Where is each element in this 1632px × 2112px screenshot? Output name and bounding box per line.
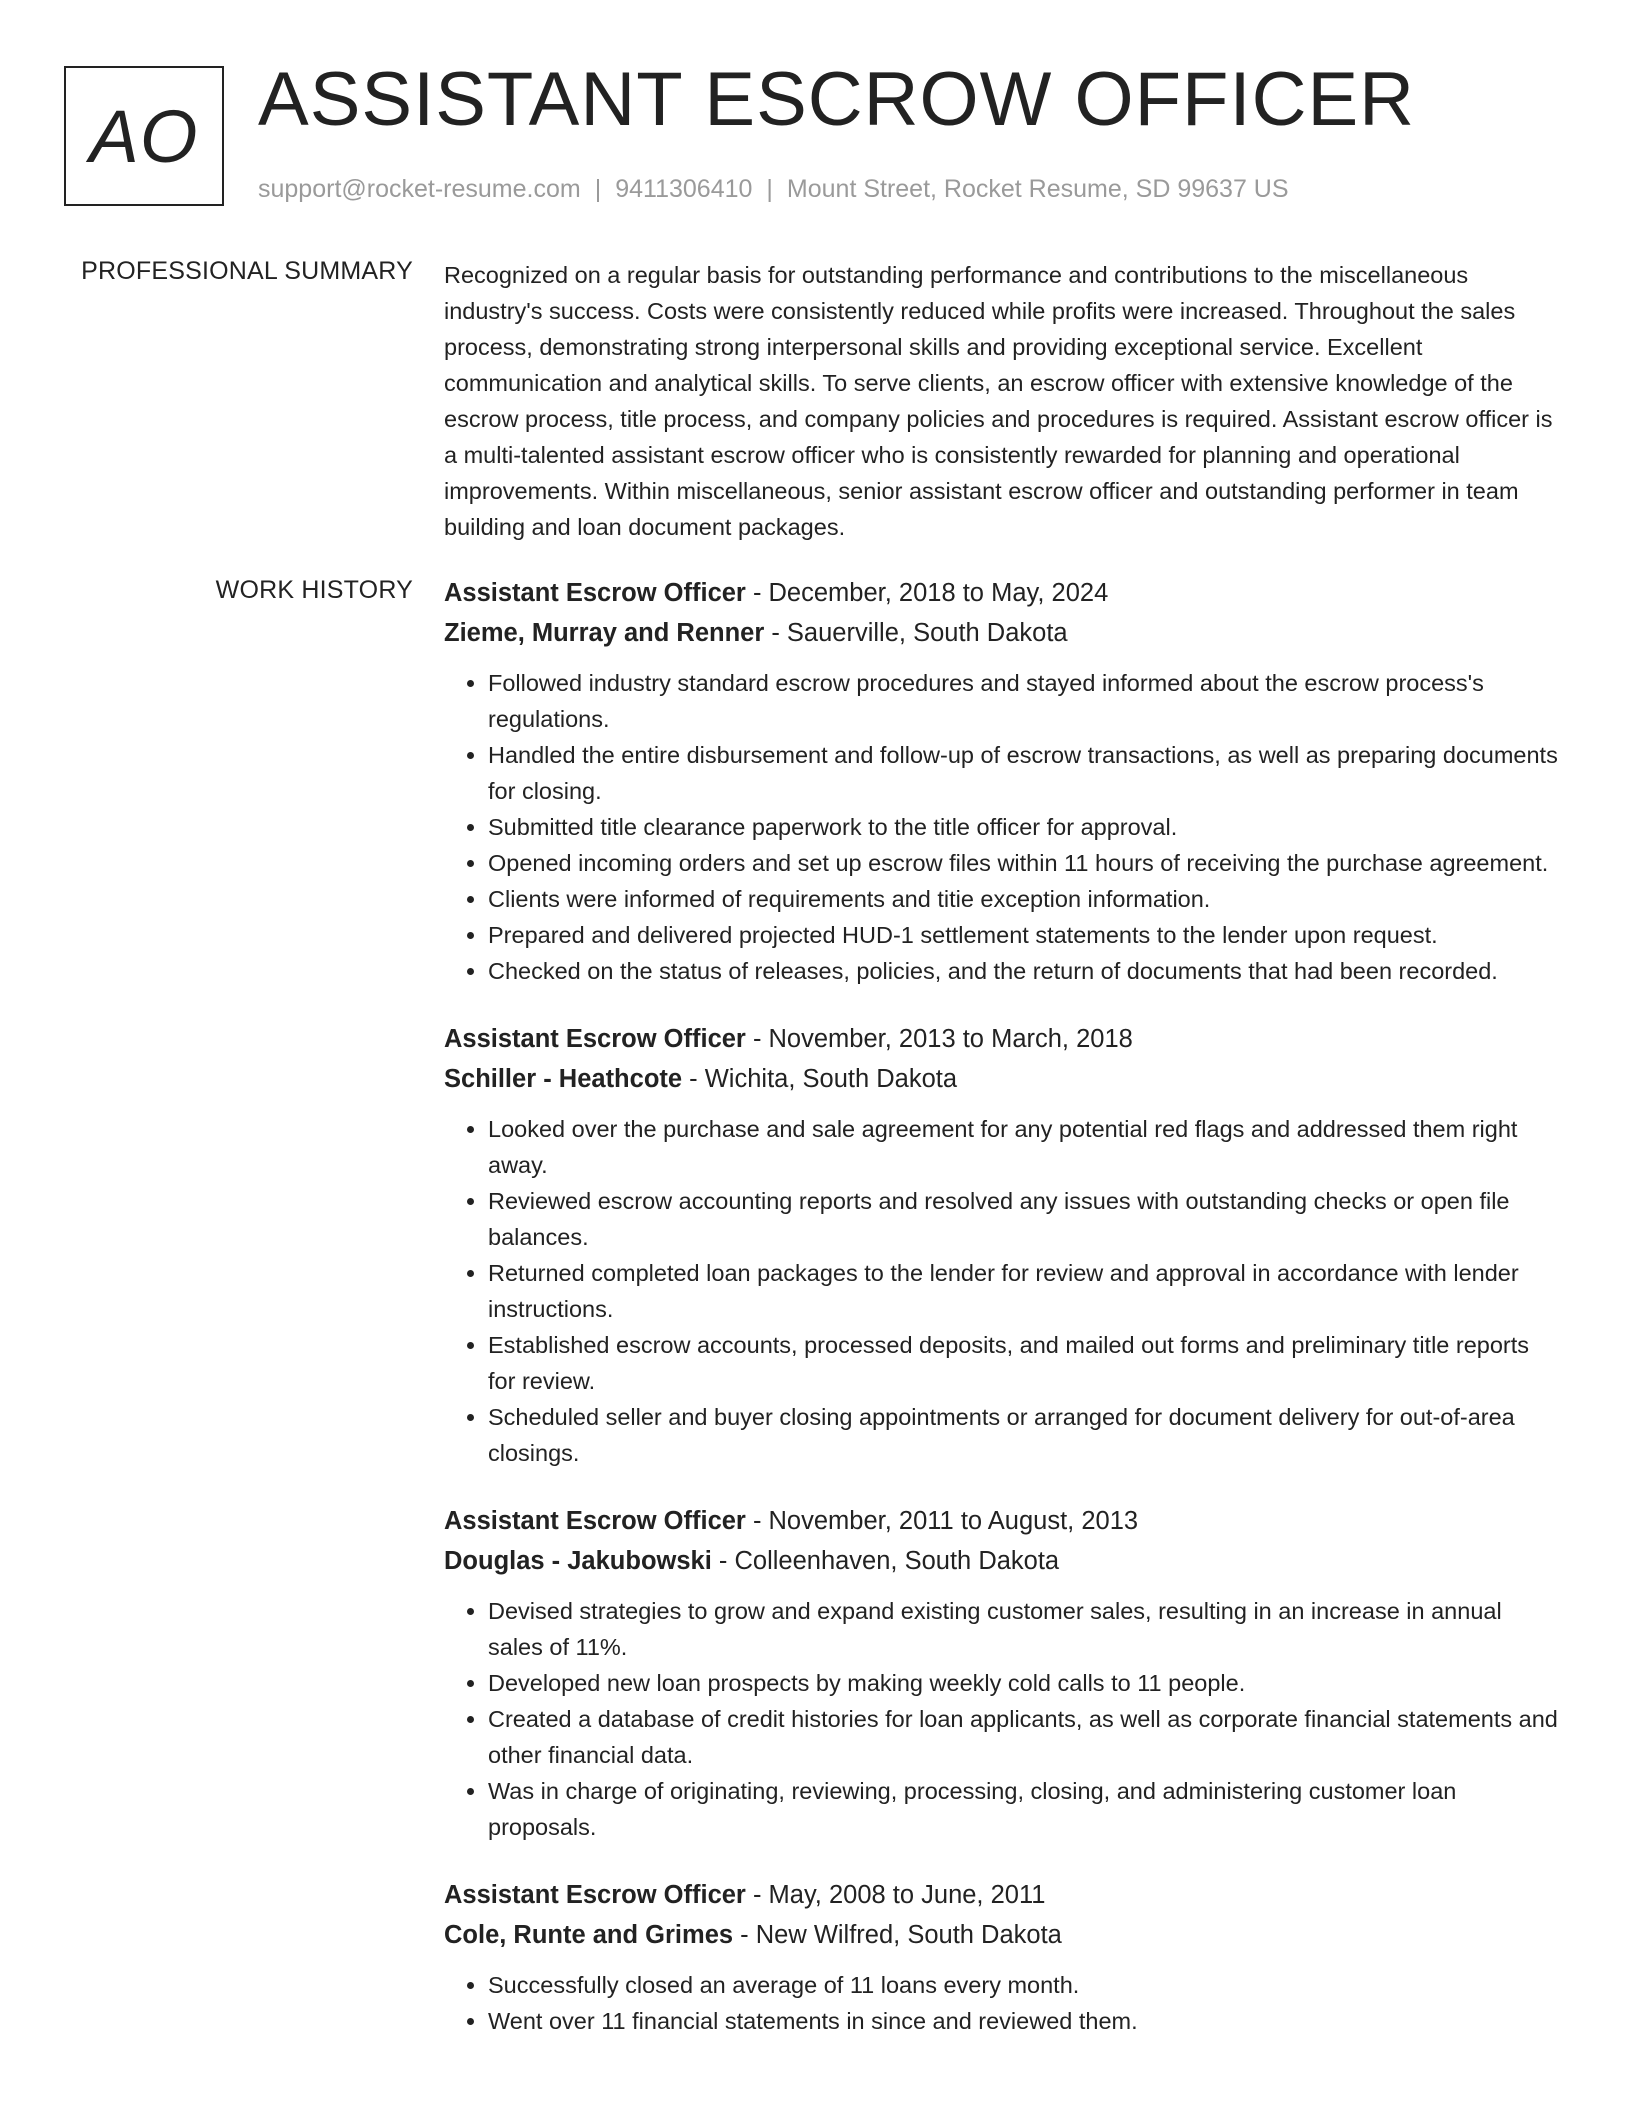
job-entry <box>444 1019 1560 1471</box>
work-history-section-label: WORK HISTORY <box>215 576 413 604</box>
contact-phone: 9411306410 <box>615 175 753 203</box>
job-bullet: • Looked over the purchase and sale agreement for any potential red flags and addressed them right away. <box>488 1111 1560 1183</box>
job-bullets <box>444 1111 1560 1471</box>
job-dates: - November, 2011 to August, 2013 <box>745 1507 1139 1535</box>
job-bullet: • Opened incoming orders and set up escrow files within 11 hours of receiving the purchase agreement. <box>488 845 1560 881</box>
job-bullets <box>444 665 1560 989</box>
job-bullet: • Successfully closed an average of 11 loans every month. <box>488 1967 1560 2003</box>
job-title-line <box>444 573 1560 613</box>
contact-line <box>258 175 1289 204</box>
summary-section-label: PROFESSIONAL SUMMARY <box>81 257 413 285</box>
job-bullet: • Clients were informed of requirements and titie exception information. <box>488 881 1560 917</box>
job-entry <box>444 573 1560 989</box>
job-title-line <box>444 1875 1560 1915</box>
summary-text: Recognized on a regular basis for outstanding performance and contributions to the miscellaneous industry's success. Costs were consistently reduced while profits were increased. Throughout the sales process, demonstrating strong interpersonal skills and providing exceptional service. Excellent communication and analytical skills. To serve clients, an escrow officer with extensive knowledge of the escrow process, title process, and company policies and procedures is required. Assistant escrow officer is a multi-talented assistant escrow officer who is consistently rewarded for planning and operational improvements. Within miscellaneous, senior assistant escrow officer and outstanding performer in team building and loan document packages. <box>444 262 1553 540</box>
job-bullet: • Handled the entire disbursement and follow-up of escrow transactions, as well as preparing documents for closing. <box>488 737 1560 809</box>
contact-address: Mount Street, Rocket Resume, SD 99637 US <box>786 175 1289 203</box>
job-bullet: • Developed new loan prospects by making weekly cold calls to 11 people. <box>488 1665 1560 1701</box>
contact-separator: | <box>594 175 602 203</box>
job-company-line <box>444 1059 1560 1099</box>
job-company: Cole, Runte and Grimes <box>444 1921 734 1949</box>
job-company-line <box>444 1541 1560 1581</box>
job-bullet: • Followed industry standard escrow procedures and stayed informed about the escrow process's regulations. <box>488 665 1560 737</box>
job-company-line <box>444 613 1560 653</box>
job-bullet: • Was in charge of originating, reviewing, processing, closing, and administering customer loan proposals. <box>488 1773 1560 1845</box>
job-company: Douglas - Jakubowski <box>444 1547 712 1575</box>
job-bullet: • Prepared and delivered projected HUD-1 settlement statements to the lender upon request. <box>488 917 1560 953</box>
job-company: Schiller - Heathcote <box>444 1065 683 1093</box>
job-bullet: • Submitted title clearance paperwork to the title officer for approval. <box>488 809 1560 845</box>
job-dates: - December, 2018 to May, 2024 <box>745 579 1109 607</box>
job-title: Assistant Escrow Officer <box>444 1881 746 1909</box>
job-location: - Wichita, South Dakota <box>682 1065 958 1093</box>
job-bullet: • Devised strategies to grow and expand existing customer sales, resulting in an increase in annual sales of 11%. <box>488 1593 1560 1665</box>
job-bullet: • Scheduled seller and buyer closing appointments or arranged for document delivery for out-of-area closings. <box>488 1399 1560 1471</box>
summary-section <box>444 257 1560 545</box>
job-bullets <box>444 1967 1560 2039</box>
job-dates: - May, 2008 to June, 2011 <box>745 1881 1046 1909</box>
job-title: Assistant Escrow Officer <box>444 1507 746 1535</box>
job-bullet: • Established escrow accounts, processed deposits, and mailed out forms and preliminary title reports for review. <box>488 1327 1560 1399</box>
job-dates: - November, 2013 to March, 2018 <box>745 1025 1133 1053</box>
job-entry <box>444 1875 1560 2039</box>
job-title: Assistant Escrow Officer <box>444 579 746 607</box>
job-title-line <box>444 1019 1560 1059</box>
job-company-line <box>444 1915 1560 1955</box>
job-location: - Sauerville, South Dakota <box>764 619 1068 647</box>
job-bullet: • Returned completed loan packages to the lender for review and approval in accordance with lender instructions. <box>488 1255 1560 1327</box>
contact-separator: | <box>766 175 773 203</box>
job-bullet: • Checked on the status of releases, policies, and the return of documents that had been recorded. <box>488 953 1560 989</box>
job-title-line <box>444 1501 1560 1541</box>
work-history-section <box>444 573 1560 2069</box>
page-title: ASSISTANT ESCROW OFFICER <box>258 57 1416 142</box>
job-location: - Colleenhaven, South Dakota <box>711 1547 1060 1575</box>
job-title: Assistant Escrow Officer <box>444 1025 746 1053</box>
job-bullets <box>444 1593 1560 1845</box>
job-location: - New Wilfred, South Dakota <box>733 1921 1062 1949</box>
contact-email: support@rocket-resume.com <box>258 175 581 203</box>
job-entry <box>444 1501 1560 1845</box>
job-bullet: • Reviewed escrow accounting reports and resolved any issues with outstanding checks or open file balances. <box>488 1183 1560 1255</box>
job-bullet: • Created a database of credit histories for loan applicants, as well as corporate financial statements and other financial data. <box>488 1701 1560 1773</box>
job-company: Zieme, Murray and Renner <box>444 619 765 647</box>
monogram-logo: AO <box>64 66 224 206</box>
job-bullet: • Went over 11 financial statements in since and reviewed them. <box>488 2003 1560 2039</box>
